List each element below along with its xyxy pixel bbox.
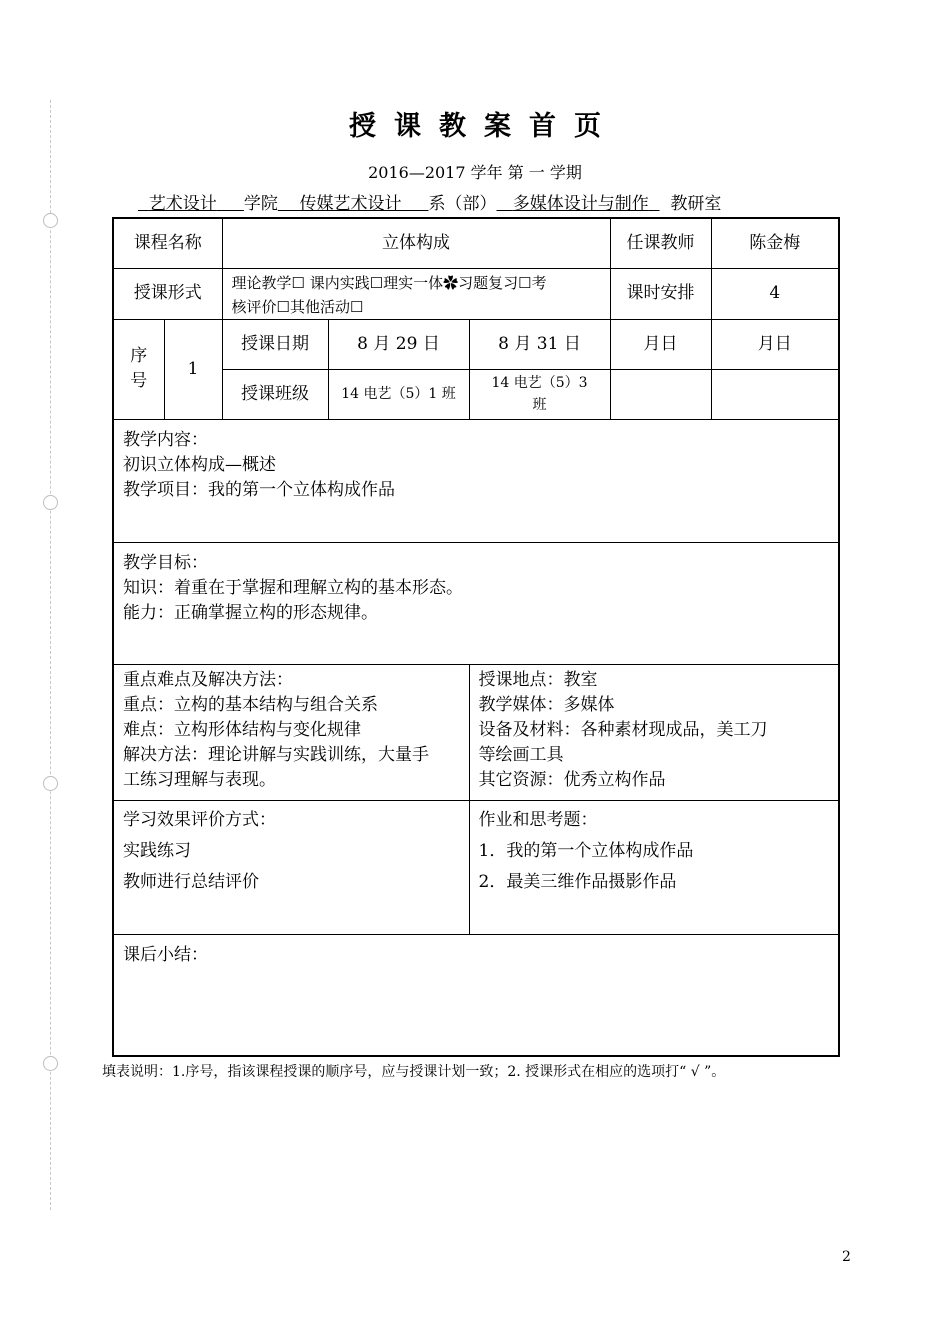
homework-section <box>469 800 839 934</box>
teaching-content-line-2: 教学项目：我的第一个立体构成作品 <box>123 479 395 500</box>
key-points-line-1: 重点：立构的基本结构与组合关系 <box>123 694 378 715</box>
evaluation-section <box>113 800 469 934</box>
teaching-content-line-1: 初识立体构成—概述 <box>123 454 276 475</box>
key-points-label: 重点难点及解决方法： <box>123 669 293 690</box>
class-1: 14 电艺（5）1 班 <box>328 369 469 419</box>
teaching-place-line-3: 设备及材料：各种素材现成品，美工刀 <box>478 719 768 740</box>
term-line: 2016—2017 学年 第 一 学期 <box>368 163 582 182</box>
date-label: 授课日期 <box>222 319 328 369</box>
summary-section <box>113 934 839 1056</box>
teaching-place-line-4: 等绘画工具 <box>478 744 564 765</box>
teaching-form-options <box>222 268 610 319</box>
teaching-goals-section <box>113 542 839 664</box>
binding-line <box>50 100 51 1210</box>
course-name-label: 课程名称 <box>113 218 222 268</box>
teaching-place-section <box>469 664 839 800</box>
sequence-value: 1 <box>164 319 222 419</box>
key-points-line-4: 工练习理解与表现。 <box>123 769 276 790</box>
department-value: 传媒艺术设计 <box>299 194 402 214</box>
teaching-content-section <box>113 419 839 542</box>
date-1: 8 月 29 日 <box>328 319 469 369</box>
course-name-value: 立体构成 <box>222 218 610 268</box>
summary-label: 课后小结： <box>123 944 208 965</box>
form-note: 填表说明：1.序号，指该课程授课的顺序号，应与授课计划一致；2. 授课形式在相应的选项打“ √ ”。 <box>102 1064 726 1080</box>
department-suffix: 系（部） <box>428 194 497 214</box>
binding-hole-icon <box>43 1056 58 1071</box>
college-suffix: 学院 <box>243 194 278 214</box>
binding-hole-icon <box>43 213 58 228</box>
teaching-form-line-2: 核评价☐其他活动☐ <box>231 297 364 316</box>
key-points-line-3: 解决方法：理论讲解与实践训练，大量手 <box>123 744 429 765</box>
teaching-place-line-5: 其它资源：优秀立构作品 <box>478 769 666 790</box>
office-suffix: 教研室 <box>670 194 722 214</box>
evaluation-line-2: 教师进行总结评价 <box>123 871 259 892</box>
binding-hole-icon <box>43 776 58 791</box>
teaching-content-label: 教学内容： <box>123 429 208 450</box>
teaching-place-line-1: 授课地点：教室 <box>478 669 598 690</box>
college-value: 艺术设计 <box>148 194 217 214</box>
teaching-goals-line-2: 能力：正确掌握立构的形态规律。 <box>123 602 378 623</box>
teacher-label: 任课教师 <box>610 218 711 268</box>
date-2: 8 月 31 日 <box>469 319 610 369</box>
teaching-goals-label: 教学目标： <box>123 552 208 573</box>
page-title: 授课教案首页 <box>349 111 619 142</box>
class-3 <box>610 369 711 419</box>
class-4 <box>711 369 839 419</box>
homework-line-2: 2．最美三维作品摄影作品 <box>478 871 677 892</box>
class-2: 14 电艺（5）3 班 <box>469 369 610 419</box>
date-3: 月日 <box>610 319 711 369</box>
office-value: 多媒体设计与制作 <box>512 194 649 214</box>
hours-value: 4 <box>711 268 839 319</box>
teacher-value: 陈金梅 <box>711 218 839 268</box>
homework-line-1: 1．我的第一个立体构成作品 <box>478 840 694 861</box>
teaching-form-line-1: 理论教学☐ 课内实践☐理实一体✿习题复习☐考 <box>231 273 547 292</box>
teaching-form-label: 授课形式 <box>113 268 222 319</box>
department-line <box>138 189 721 214</box>
binding-hole-icon <box>43 495 58 510</box>
date-4: 月日 <box>711 319 839 369</box>
evaluation-line-1: 实践练习 <box>123 840 191 861</box>
class-label: 授课班级 <box>222 369 328 419</box>
evaluation-label: 学习效果评价方式： <box>123 809 276 830</box>
key-points-section <box>113 664 469 800</box>
teaching-goals-line-1: 知识：着重在于掌握和理解立构的基本形态。 <box>123 577 463 598</box>
sequence-label: 序 号 <box>113 319 164 419</box>
teaching-place-line-2: 教学媒体：多媒体 <box>478 694 615 715</box>
lesson-plan-table <box>112 217 840 1057</box>
homework-label: 作业和思考题： <box>478 809 598 830</box>
page-number: 2 <box>842 1249 851 1265</box>
hours-label: 课时安排 <box>610 268 711 319</box>
key-points-line-2: 难点：立构形体结构与变化规律 <box>123 719 361 740</box>
